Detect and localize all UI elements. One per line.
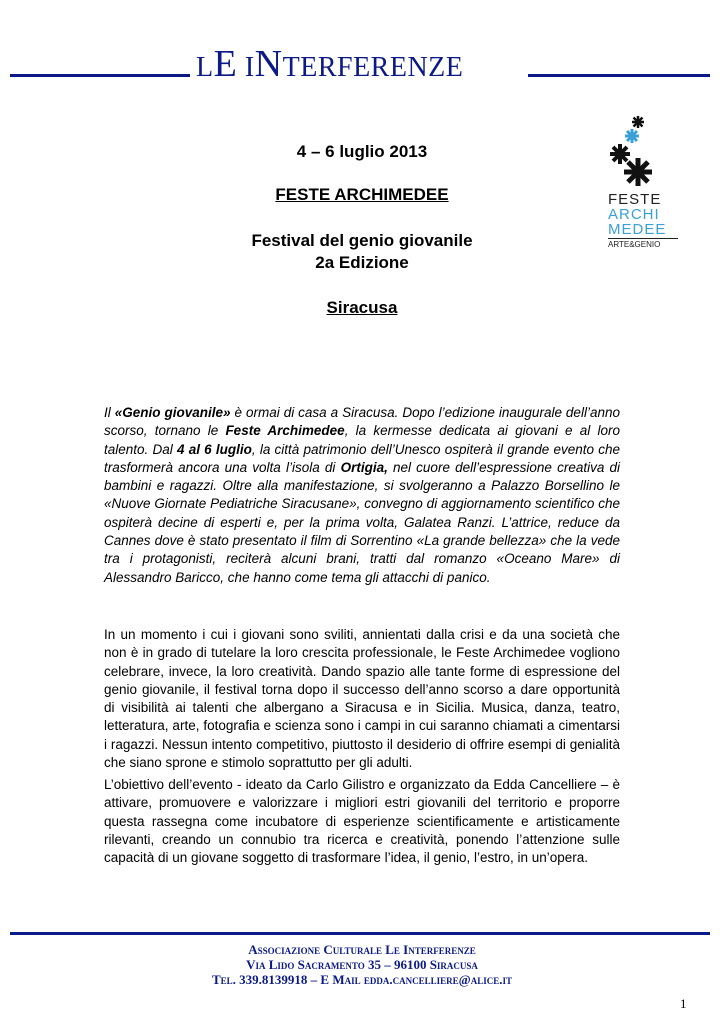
bold-text-run: 4 al 6 luglio <box>176 441 252 457</box>
footer-address: Via Lido Sacramento 35 – 96100 Siracusa <box>246 957 478 972</box>
logo-text-feste: FESTE <box>608 191 662 208</box>
body-paragraph-1 <box>104 404 620 587</box>
bold-text-run: Feste Archimedee <box>225 423 345 439</box>
event-subtitle-line1: Festival del genio giovanile <box>251 231 473 250</box>
footer-contact: Tel. 339.8139918 – E Mail edda.cancelliere@alice.it <box>212 972 512 987</box>
header-title-part: TERFERENZE <box>282 52 464 83</box>
logo-text-archi: ARCHI <box>608 206 660 223</box>
logo-text-medee: MEDEE <box>608 221 667 238</box>
header-title-part: L <box>196 52 214 83</box>
header-title-part: I <box>237 52 255 83</box>
logo-text-tagline: ARTE&GENIO <box>608 238 678 250</box>
event-subtitle-line2: 2a Edizione <box>315 253 409 272</box>
footer-rule <box>10 932 710 935</box>
asterisk-logo-icon <box>602 112 682 192</box>
body-paragraph-3: L’obiettivo dell’evento - ideato da Carlo Gilistro e organizzato da Edda Cancelliere – è attivare, promuovere e valorizzare i migliori estri giovanili del territorio e proporre questa rassegna come incubatore di esperienze scientificamente e artisticamente rilevanti, creando un connubio tra ricerca e creatività, ponendo l’attenzione sulle capacità di un giovane soggetto di trasformare l’idea, il genio, l’estro, in un’opera. <box>104 777 620 866</box>
feste-archimedee-logo <box>602 112 682 252</box>
event-name: FESTE ARCHIMEDEE <box>275 185 449 204</box>
header-title-part: E <box>213 43 238 85</box>
bold-text-run: «Genio giovanile» <box>114 405 231 420</box>
header-title <box>196 42 526 86</box>
header-rule-right <box>528 74 710 77</box>
event-city: Siracusa <box>326 298 398 317</box>
page-number: 1 <box>680 996 687 1011</box>
text-run: , la kermesse dedicata ai giovani e al loro talento. Dal <box>104 423 620 457</box>
header-title-part: N <box>254 43 283 85</box>
event-date: 4 – 6 luglio 2013 <box>296 142 428 161</box>
text-run: Il <box>104 405 115 420</box>
text-run: , la città patrimonio dell’Unesco ospiterà il grande evento che trasformerà ancora una volta l’isola di <box>104 441 620 475</box>
text-run: nel cuore dell’espressione creativa di bambini e ragazzi. Oltre alla manifestazione, si svolgeranno a Palazzo Borsellino le «Nuove Giornate Pediatriche Siracusane», convegno di aggiornamento scientifico che ospiterà decine di esperti e, per la prima volta, Galatea Ranzi. L’attrice, reduce da Cannes dove è stato presentato il film di Sorrentino «La grande bellezza» che la vede tra i protagonisti, reciterà alcuni brani, tratti dal romanzo «Oceano Mare» di Alessandro Baricco, che hanno come tema gli attacchi di panico. <box>104 459 621 585</box>
footer-association: Associazione Culturale Le Interferenze <box>248 942 476 957</box>
bold-text-run: Ortigia, <box>340 459 388 475</box>
text-run: è ormai di casa a Siracusa. Dopo l’edizione inaugurale dell’anno scorso, tornano le <box>104 405 620 439</box>
header-rule-left <box>10 74 190 77</box>
body-paragraph-2: In un momento i cui i giovani sono sviliti, annientati dalla crisi e da una società che non è in grado di tutelare la loro crescita professionale, le Feste Archimedee vogliono celebrare, invece, la loro creatività. Dando spazio alle tante forme di espressione del genio giovanile, il festival torna dopo il successo dell’anno scorso a dare opportunità di visibilità ai talenti che albergano a Siracusa e in Sicilia. Musica, danza, teatro, letteratura, arte, fotografia e scienza sono i campi in cui saranno chiamati a cimentarsi i ragazzi. Nessun intento competitivo, piuttosto il desiderio di offrire esempi di genialità che siano sprone e stimolo soprattutto per gli adulti. <box>104 627 620 771</box>
